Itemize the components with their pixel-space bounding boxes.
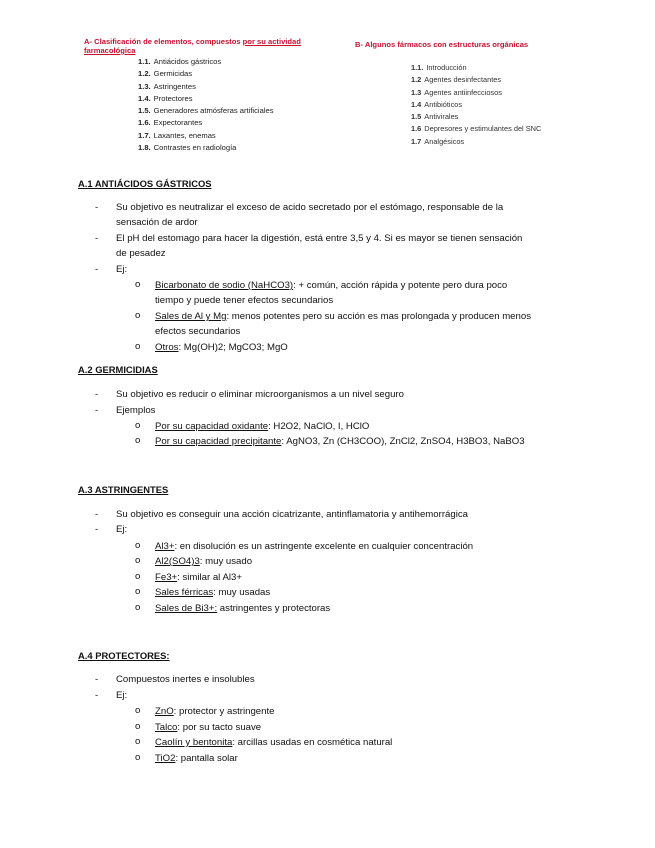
s3-sub-5-text: astringentes y protectoras xyxy=(217,603,331,614)
toc-a-item-label: Expectorantes xyxy=(153,118,203,128)
toc-b-item xyxy=(411,87,541,99)
toc-a-item-number: 1.2. xyxy=(138,69,151,79)
circle-bullet: o xyxy=(135,586,141,597)
toc-b-item-label: Agentes antiinfecciosos xyxy=(424,87,502,97)
header-a-title-underlined: por su actividad xyxy=(242,37,301,46)
dash-bullet: - xyxy=(95,509,99,520)
toc-a-item xyxy=(138,93,274,105)
header-a-title xyxy=(84,37,324,55)
dash-bullet: - xyxy=(95,264,99,275)
dash-bullet: - xyxy=(95,405,99,416)
s1-sub-1-cont: tiempo y puede tener efectos secundarios xyxy=(155,295,334,306)
s4-sub-2-term: Talco xyxy=(155,722,178,733)
toc-b-item-label: Antibióticos xyxy=(424,99,463,109)
s4-sub-3-term: Caolín y bentonita xyxy=(155,737,233,748)
circle-bullet: o xyxy=(135,752,141,763)
s2-sub-2 xyxy=(155,434,525,450)
s2-bullet-1: Su objetivo es reducir o eliminar microorganismos a un nivel seguro xyxy=(116,389,404,400)
toc-a-item xyxy=(138,117,274,129)
section-title-antiacidos: A.1 ANTIÁCIDOS GÁSTRICOS xyxy=(78,178,212,189)
s1-sub-2 xyxy=(155,309,531,325)
toc-a-item-number: 1.3. xyxy=(138,81,151,91)
circle-bullet: o xyxy=(135,555,141,566)
s1-bullet-1a: Su objetivo es neutralizar el exceso de acido secretado por el estómago, responsable de la xyxy=(116,202,504,213)
circle-bullet: o xyxy=(135,602,141,613)
toc-b-item xyxy=(411,74,541,86)
s3-sub-5 xyxy=(155,601,330,617)
toc-a-item xyxy=(138,56,274,68)
circle-bullet: o xyxy=(135,310,141,321)
toc-a-item-number: 1.7. xyxy=(138,130,151,140)
circle-bullet: o xyxy=(135,540,141,551)
s3-sub-1-term: Al3+ xyxy=(155,541,175,552)
dash-bullet: - xyxy=(95,690,99,701)
s3-sub-4 xyxy=(155,585,270,601)
s3-sub-2 xyxy=(155,554,252,570)
s1-sub-3-text: : Mg(OH)2; MgCO3; MgO xyxy=(178,342,288,353)
circle-bullet: o xyxy=(135,341,141,352)
s1-bullet-1b: sensación de ardor xyxy=(116,217,198,228)
s2-sub-2-term: Por su capacidad precipitante xyxy=(155,436,282,447)
toc-b-item-number: 1.2 xyxy=(411,75,422,85)
s3-sub-3 xyxy=(155,570,242,586)
toc-a-item-label: Germicidas xyxy=(153,69,193,79)
s3-sub-1 xyxy=(155,539,473,555)
s4-sub-2-text: : por su tacto suave xyxy=(177,722,262,733)
s1-sub-3 xyxy=(155,340,288,356)
s4-sub-4-term: TiO2 xyxy=(155,753,176,764)
toc-b-item xyxy=(411,136,541,148)
s3-sub-4-term: Sales férricas xyxy=(155,587,214,598)
toc-a-item xyxy=(138,81,274,93)
toc-b-item xyxy=(411,99,541,111)
header-a-list xyxy=(138,56,274,154)
s3-sub-5-term: Sales de Bi3+: xyxy=(155,603,218,614)
s1-sub-1 xyxy=(155,278,507,294)
toc-a-item xyxy=(138,130,274,142)
s4-sub-2 xyxy=(155,720,261,736)
circle-bullet: o xyxy=(135,705,141,716)
toc-b-item-label: Analgésicos xyxy=(424,136,465,146)
toc-b-item-label: Agentes desinfectantes xyxy=(424,75,502,85)
dash-bullet: - xyxy=(95,524,99,535)
s2-sub-2-text: : AgNO3, Zn (CH3COO), ZnCl2, ZnSO4, H3BO3, NaBO3 xyxy=(281,436,525,447)
toc-b-item xyxy=(411,111,541,123)
toc-a-item-label: Contrastes en radiología xyxy=(153,143,237,153)
dash-bullet: - xyxy=(95,674,99,685)
s4-sub-1-term: ZnO xyxy=(155,706,174,717)
toc-a-item xyxy=(138,68,274,80)
header-a-title-text: A- Clasificación de elementos, compuestos xyxy=(84,37,243,46)
toc-a-item-number: 1.5. xyxy=(138,106,151,116)
s1-sub-3-term: Otros xyxy=(155,342,179,353)
toc-b-item-number: 1.4 xyxy=(411,99,422,109)
s2-sub-1-text: : H2O2, NaClO, I, HClO xyxy=(268,421,370,432)
s4-sub-3 xyxy=(155,735,392,751)
s1-sub-2-text: : menos potentes pero su acción es mas prolongada y producen menos xyxy=(226,311,531,322)
s3-sub-4-text: : muy usadas xyxy=(213,587,271,598)
toc-b-item-number: 1.7 xyxy=(411,136,422,146)
s3-sub-2-text: : muy usado xyxy=(199,556,253,567)
s1-bullet-2a: El pH del estomago para hacer la digestión, está entre 3,5 y 4. Si es mayor se tienen sensación xyxy=(116,233,523,244)
toc-b-item xyxy=(411,62,541,74)
dash-bullet: - xyxy=(95,202,99,213)
section-title-germicidas: A.2 GERMICIDIAS xyxy=(78,364,158,375)
section-title-astringentes: A.3 ASTRINGENTES xyxy=(78,484,169,495)
s2-bullet-2: Ejemplos xyxy=(116,405,156,416)
toc-a-item xyxy=(138,142,274,154)
s4-sub-3-text: : arcillas usadas en cosmética natural xyxy=(232,737,393,748)
toc-b-item-label: Introducción xyxy=(426,63,467,72)
s1-bullet-2b: de pesadez xyxy=(116,248,166,259)
s4-sub-1-text: : protector y astringente xyxy=(173,706,275,717)
toc-a-item-number: 1.4. xyxy=(138,93,151,103)
toc-a-item-number: 1.1. xyxy=(138,57,151,66)
header-b-list xyxy=(411,62,541,148)
s4-sub-1 xyxy=(155,704,274,720)
s3-bullet-1: Su objetivo es conseguir una acción cicatrizante, antinflamatoria y antihemorrágica xyxy=(116,509,468,520)
dash-bullet: - xyxy=(95,233,99,244)
toc-a-item xyxy=(138,105,274,117)
s2-sub-1 xyxy=(155,419,369,435)
circle-bullet: o xyxy=(135,736,141,747)
s3-bullet-2: Ej: xyxy=(116,524,128,535)
s1-sub-1-text: : + común, acción rápida y potente pero dura poco xyxy=(293,280,508,291)
s2-sub-1-term: Por su capacidad oxidante xyxy=(155,421,269,432)
circle-bullet: o xyxy=(135,420,141,431)
s1-ej: Ej: xyxy=(116,264,128,275)
dash-bullet: - xyxy=(95,389,99,400)
toc-b-item-number: 1.3 xyxy=(411,87,422,97)
toc-a-item-label: Generadores atmósferas artificiales xyxy=(153,106,274,116)
s1-sub-2-term: Sales de Al y Mg xyxy=(155,311,227,322)
toc-b-item-number: 1.1. xyxy=(411,63,424,72)
toc-a-item-label: Antiácidos gástricos xyxy=(153,57,222,66)
toc-b-item xyxy=(411,123,541,135)
s3-sub-2-term: Al2(SO4)3 xyxy=(155,556,200,567)
toc-a-item-label: Astringentes xyxy=(153,81,196,91)
s4-bullet-1: Compuestos inertes e insolubles xyxy=(116,674,255,685)
toc-b-item-number: 1.6 xyxy=(411,124,422,134)
s1-sub-1-term: Bicarbonato de sodio (NaHCO3) xyxy=(155,280,294,291)
s3-sub-1-text: : en disolución es un astringente excelente en cualquier concentración xyxy=(174,541,474,552)
s4-sub-4 xyxy=(155,751,238,767)
s4-sub-4-text: : pantalla solar xyxy=(175,753,238,764)
section-title-protectores: A.4 PROTECTORES: xyxy=(78,650,170,661)
toc-a-item-label: Laxantes, enemas xyxy=(153,130,216,140)
toc-b-item-number: 1.5 xyxy=(411,112,422,122)
s4-bullet-2: Ej: xyxy=(116,690,128,701)
toc-a-item-number: 1.6. xyxy=(138,118,151,128)
s3-sub-3-term: Fe3+ xyxy=(155,572,178,583)
s3-sub-3-text: : similar al Al3+ xyxy=(177,572,242,583)
header-a-title-line2: farmacológica xyxy=(84,46,136,55)
toc-a-item-number: 1.8. xyxy=(138,143,151,153)
s1-sub-2-cont: efectos secundarios xyxy=(155,326,241,337)
toc-b-item-label: Antivirales xyxy=(424,112,459,122)
circle-bullet: o xyxy=(135,721,141,732)
header-b-title: B- Algunos fármacos con estructuras orgánicas xyxy=(355,40,529,49)
toc-a-item-label: Protectores xyxy=(153,93,193,103)
circle-bullet: o xyxy=(135,279,141,290)
circle-bullet: o xyxy=(135,435,141,446)
toc-b-item-label: Depresores y estimulantes del SNC xyxy=(424,124,542,134)
circle-bullet: o xyxy=(135,571,141,582)
